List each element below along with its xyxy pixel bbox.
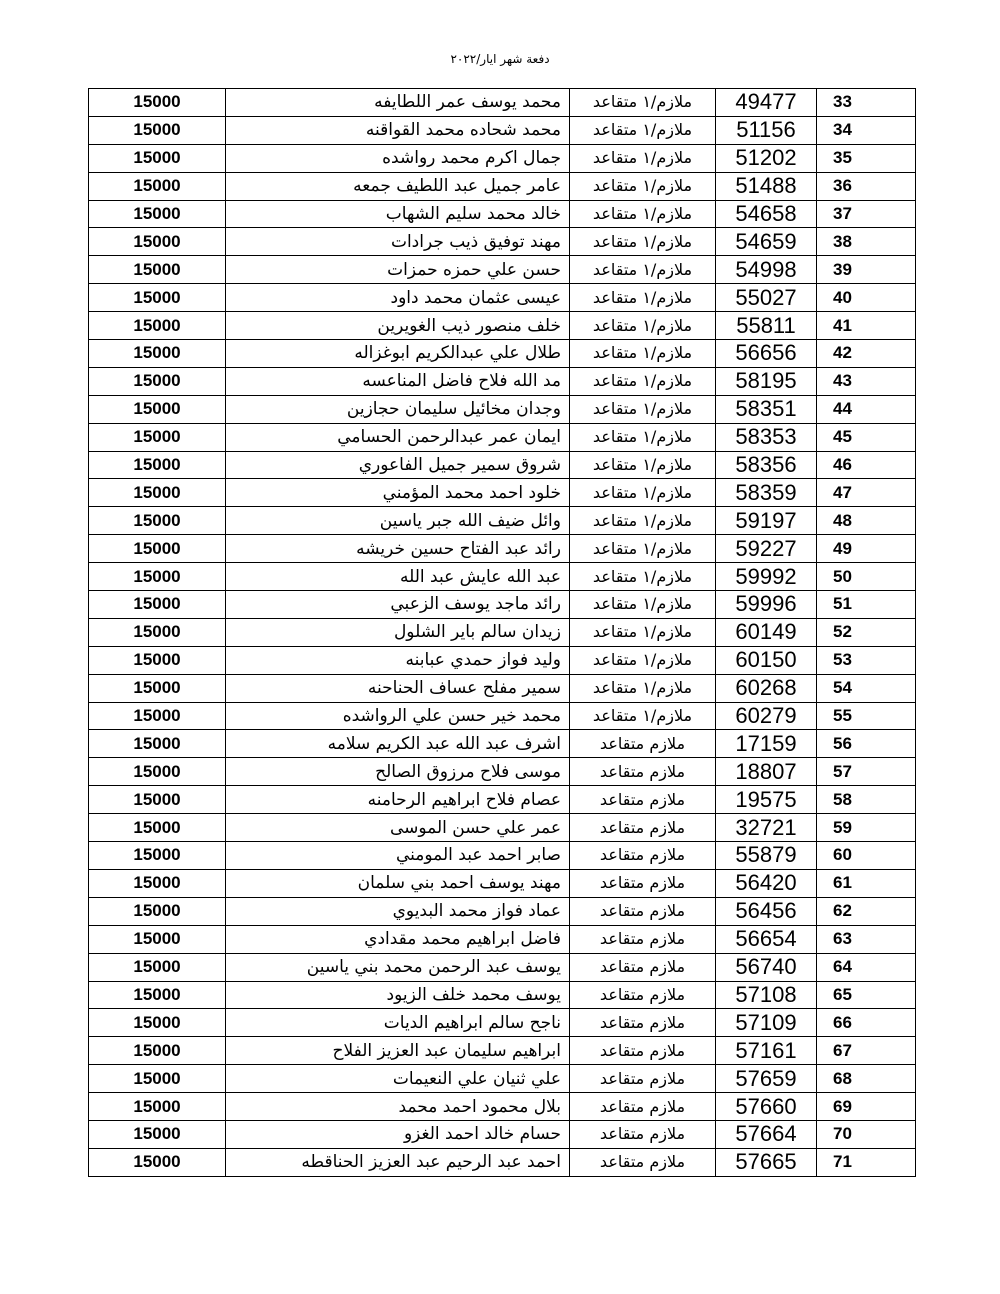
amount-cell: 15000: [89, 1148, 226, 1176]
rank-cell: ملازم/١ متقاعد: [570, 284, 716, 312]
amount-cell: 15000: [89, 228, 226, 256]
row-index: 71: [817, 1148, 916, 1176]
rank-cell: ملازم/١ متقاعد: [570, 200, 716, 228]
service-number: 57665: [716, 1148, 817, 1176]
amount-cell: 15000: [89, 1120, 226, 1148]
rank-cell: ملازم متقاعد: [570, 1120, 716, 1148]
service-number: 60149: [716, 618, 817, 646]
row-index: 33: [817, 89, 916, 117]
amount-cell: 15000: [89, 646, 226, 674]
row-index: 52: [817, 618, 916, 646]
row-index: 39: [817, 256, 916, 284]
service-number: 58195: [716, 367, 817, 395]
amount-cell: 15000: [89, 340, 226, 368]
table-row: [89, 1065, 916, 1093]
service-number: 54658: [716, 200, 817, 228]
row-index: 42: [817, 340, 916, 368]
row-index: 64: [817, 953, 916, 981]
amount-cell: 15000: [89, 563, 226, 591]
table-row: [89, 730, 916, 758]
table-row: [89, 284, 916, 312]
service-number: 32721: [716, 814, 817, 842]
person-name: وائل ضيف الله جبر ياسين: [226, 507, 570, 535]
rank-cell: ملازم/١ متقاعد: [570, 423, 716, 451]
row-index: 59: [817, 814, 916, 842]
rank-cell: ملازم/١ متقاعد: [570, 618, 716, 646]
rank-cell: ملازم متقاعد: [570, 1009, 716, 1037]
row-index: 66: [817, 1009, 916, 1037]
rank-cell: ملازم متقاعد: [570, 786, 716, 814]
amount-cell: 15000: [89, 758, 226, 786]
service-number: 57161: [716, 1037, 817, 1065]
amount-cell: 15000: [89, 451, 226, 479]
table-row: [89, 200, 916, 228]
row-index: 54: [817, 674, 916, 702]
table-row: [89, 925, 916, 953]
row-index: 70: [817, 1120, 916, 1148]
service-number: 57659: [716, 1065, 817, 1093]
row-index: 57: [817, 758, 916, 786]
person-name: عمر علي حسن الموسى: [226, 814, 570, 842]
row-index: 45: [817, 423, 916, 451]
service-number: 57108: [716, 981, 817, 1009]
rank-cell: ملازم/١ متقاعد: [570, 89, 716, 117]
rank-cell: ملازم/١ متقاعد: [570, 646, 716, 674]
service-number: 55879: [716, 842, 817, 870]
amount-cell: 15000: [89, 144, 226, 172]
row-index: 53: [817, 646, 916, 674]
person-name: خلود احمد محمد المؤمني: [226, 479, 570, 507]
rank-cell: ملازم متقاعد: [570, 925, 716, 953]
rank-cell: ملازم/١ متقاعد: [570, 256, 716, 284]
service-number: 19575: [716, 786, 817, 814]
rank-cell: ملازم متقاعد: [570, 869, 716, 897]
table-row: [89, 367, 916, 395]
service-number: 60150: [716, 646, 817, 674]
table-row: [89, 786, 916, 814]
service-number: 58351: [716, 395, 817, 423]
table-row: [89, 228, 916, 256]
row-index: 62: [817, 897, 916, 925]
table-row: [89, 312, 916, 340]
table-row: [89, 953, 916, 981]
service-number: 59227: [716, 535, 817, 563]
rank-cell: ملازم/١ متقاعد: [570, 312, 716, 340]
amount-cell: 15000: [89, 981, 226, 1009]
rank-cell: ملازم/١ متقاعد: [570, 702, 716, 730]
person-name: يوسف عبد الرحمن محمد بني ياسين: [226, 953, 570, 981]
service-number: 57109: [716, 1009, 817, 1037]
table-row: [89, 395, 916, 423]
table-row: [89, 758, 916, 786]
person-name: محمد خير حسن علي الرواشده: [226, 702, 570, 730]
service-number: 59992: [716, 563, 817, 591]
amount-cell: 15000: [89, 200, 226, 228]
person-name: عبد الله عايش عبد الله: [226, 563, 570, 591]
amount-cell: 15000: [89, 535, 226, 563]
row-index: 68: [817, 1065, 916, 1093]
amount-cell: 15000: [89, 730, 226, 758]
person-name: حسام خالد احمد الغزو: [226, 1120, 570, 1148]
service-number: 56656: [716, 340, 817, 368]
amount-cell: 15000: [89, 1037, 226, 1065]
person-name: حسن علي حمزه حمزات: [226, 256, 570, 284]
table-row: [89, 256, 916, 284]
amount-cell: 15000: [89, 116, 226, 144]
rank-cell: ملازم/١ متقاعد: [570, 395, 716, 423]
row-index: 37: [817, 200, 916, 228]
amount-cell: 15000: [89, 395, 226, 423]
service-number: 55811: [716, 312, 817, 340]
amount-cell: 15000: [89, 869, 226, 897]
service-number: 17159: [716, 730, 817, 758]
amount-cell: 15000: [89, 953, 226, 981]
amount-cell: 15000: [89, 1009, 226, 1037]
row-index: 46: [817, 451, 916, 479]
table-row: [89, 591, 916, 619]
person-name: سمير مفلح عساف الحناحنه: [226, 674, 570, 702]
amount-cell: 15000: [89, 591, 226, 619]
person-name: محمد يوسف عمر اللطايفه: [226, 89, 570, 117]
service-number: 56654: [716, 925, 817, 953]
rank-cell: ملازم متقاعد: [570, 814, 716, 842]
table-row: [89, 1009, 916, 1037]
rank-cell: ملازم متقاعد: [570, 953, 716, 981]
person-name: شروق سمير جميل الفاعوري: [226, 451, 570, 479]
table-row: [89, 144, 916, 172]
rank-cell: ملازم/١ متقاعد: [570, 563, 716, 591]
amount-cell: 15000: [89, 618, 226, 646]
amount-cell: 15000: [89, 507, 226, 535]
amount-cell: 15000: [89, 925, 226, 953]
row-index: 38: [817, 228, 916, 256]
rank-cell: ملازم/١ متقاعد: [570, 144, 716, 172]
amount-cell: 15000: [89, 367, 226, 395]
table-row: [89, 89, 916, 117]
table-row: [89, 981, 916, 1009]
amount-cell: 15000: [89, 284, 226, 312]
rank-cell: ملازم متقاعد: [570, 1148, 716, 1176]
table-row: [89, 1148, 916, 1176]
rank-cell: ملازم متقاعد: [570, 897, 716, 925]
table-row: [89, 535, 916, 563]
table-row: [89, 1120, 916, 1148]
table-row: [89, 618, 916, 646]
row-index: 41: [817, 312, 916, 340]
row-index: 48: [817, 507, 916, 535]
table-row: [89, 479, 916, 507]
person-name: طلال علي عبدالكريم ابوغزاله: [226, 340, 570, 368]
person-name: ابراهيم سليمان عبد العزيز الفلاح: [226, 1037, 570, 1065]
row-index: 40: [817, 284, 916, 312]
row-index: 65: [817, 981, 916, 1009]
service-number: 56740: [716, 953, 817, 981]
service-number: 51156: [716, 116, 817, 144]
amount-cell: 15000: [89, 814, 226, 842]
amount-cell: 15000: [89, 479, 226, 507]
person-name: احمد عبد الرحيم عبد العزيز الحناقطه: [226, 1148, 570, 1176]
rank-cell: ملازم متقاعد: [570, 730, 716, 758]
row-index: 56: [817, 730, 916, 758]
rank-cell: ملازم/١ متقاعد: [570, 479, 716, 507]
table-row: [89, 674, 916, 702]
person-name: زيدان سالم باير الشلول: [226, 618, 570, 646]
row-index: 49: [817, 535, 916, 563]
table-row: [89, 451, 916, 479]
service-number: 54659: [716, 228, 817, 256]
service-number: 51202: [716, 144, 817, 172]
row-index: 63: [817, 925, 916, 953]
service-number: 51488: [716, 172, 817, 200]
person-name: صابر احمد عبد المومني: [226, 842, 570, 870]
amount-cell: 15000: [89, 786, 226, 814]
service-number: 57660: [716, 1093, 817, 1121]
service-number: 56456: [716, 897, 817, 925]
rank-cell: ملازم متقاعد: [570, 1037, 716, 1065]
person-name: رائد ماجد يوسف الزعبي: [226, 591, 570, 619]
person-name: خلف منصور ذيب الغويرين: [226, 312, 570, 340]
rank-cell: ملازم متقاعد: [570, 981, 716, 1009]
rank-cell: ملازم/١ متقاعد: [570, 228, 716, 256]
person-name: مهند توفيق ذيب جرادات: [226, 228, 570, 256]
row-index: 55: [817, 702, 916, 730]
row-index: 47: [817, 479, 916, 507]
service-number: 59197: [716, 507, 817, 535]
person-name: جمال اكرم محمد رواشده: [226, 144, 570, 172]
person-name: عماد فواز محمد البديوي: [226, 897, 570, 925]
service-number: 58356: [716, 451, 817, 479]
person-name: وجدان مخائيل سليمان حجازين: [226, 395, 570, 423]
rank-cell: ملازم/١ متقاعد: [570, 451, 716, 479]
amount-cell: 15000: [89, 702, 226, 730]
row-index: 43: [817, 367, 916, 395]
rank-cell: ملازم/١ متقاعد: [570, 367, 716, 395]
table-row: [89, 116, 916, 144]
table-row: [89, 702, 916, 730]
table-row: [89, 1093, 916, 1121]
row-index: 61: [817, 869, 916, 897]
amount-cell: 15000: [89, 89, 226, 117]
amount-cell: 15000: [89, 172, 226, 200]
person-name: مهند يوسف احمد بني سلمان: [226, 869, 570, 897]
rank-cell: ملازم متقاعد: [570, 842, 716, 870]
service-number: 54998: [716, 256, 817, 284]
table-row: [89, 423, 916, 451]
table-row: [89, 814, 916, 842]
table-row: [89, 507, 916, 535]
service-number: 60268: [716, 674, 817, 702]
person-name: ناجح سالم ابراهيم الديات: [226, 1009, 570, 1037]
person-name: بلال محمود احمد محمد: [226, 1093, 570, 1121]
rank-cell: ملازم/١ متقاعد: [570, 591, 716, 619]
person-name: محمد شحاده محمد القواقنه: [226, 116, 570, 144]
row-index: 60: [817, 842, 916, 870]
page-title: دفعة شهر ايار/٢٠٢٢: [450, 52, 550, 66]
person-name: فاضل ابراهيم محمد مقدادي: [226, 925, 570, 953]
table-row: [89, 897, 916, 925]
rank-cell: ملازم/١ متقاعد: [570, 507, 716, 535]
rank-cell: ملازم/١ متقاعد: [570, 340, 716, 368]
service-number: 60279: [716, 702, 817, 730]
row-index: 51: [817, 591, 916, 619]
service-number: 58359: [716, 479, 817, 507]
row-index: 34: [817, 116, 916, 144]
person-name: عصام فلاح ابراهيم الرحامنه: [226, 786, 570, 814]
table-row: [89, 646, 916, 674]
rank-cell: ملازم متقاعد: [570, 1065, 716, 1093]
rank-cell: ملازم/١ متقاعد: [570, 172, 716, 200]
service-number: 58353: [716, 423, 817, 451]
service-number: 55027: [716, 284, 817, 312]
service-number: 49477: [716, 89, 817, 117]
person-name: اشرف عبد الله عبد الكريم سلامه: [226, 730, 570, 758]
table-row: [89, 1037, 916, 1065]
amount-cell: 15000: [89, 423, 226, 451]
rank-cell: ملازم متقاعد: [570, 1093, 716, 1121]
amount-cell: 15000: [89, 842, 226, 870]
person-name: وليد فواز حمدي عبابنه: [226, 646, 570, 674]
row-index: 44: [817, 395, 916, 423]
table-row: [89, 172, 916, 200]
row-index: 50: [817, 563, 916, 591]
service-number: 59996: [716, 591, 817, 619]
person-name: عامر جميل عبد اللطيف جمعه: [226, 172, 570, 200]
person-name: ايمان عمر عبدالرحمن الحسامي: [226, 423, 570, 451]
rank-cell: ملازم/١ متقاعد: [570, 674, 716, 702]
amount-cell: 15000: [89, 312, 226, 340]
table-row: [89, 869, 916, 897]
amount-cell: 15000: [89, 674, 226, 702]
payment-table: [88, 88, 916, 1177]
person-name: يوسف محمد خلف الزيود: [226, 981, 570, 1009]
amount-cell: 15000: [89, 897, 226, 925]
amount-cell: 15000: [89, 256, 226, 284]
amount-cell: 15000: [89, 1093, 226, 1121]
row-index: 58: [817, 786, 916, 814]
service-number: 56420: [716, 869, 817, 897]
person-name: علي ثنيان علي النعيمات: [226, 1065, 570, 1093]
person-name: رائد عبد الفتاح حسين خريشه: [226, 535, 570, 563]
table-row: [89, 563, 916, 591]
table-row: [89, 340, 916, 368]
service-number: 57664: [716, 1120, 817, 1148]
row-index: 69: [817, 1093, 916, 1121]
row-index: 67: [817, 1037, 916, 1065]
row-index: 36: [817, 172, 916, 200]
person-name: موسى فلاح مرزوق الصالح: [226, 758, 570, 786]
rank-cell: ملازم/١ متقاعد: [570, 116, 716, 144]
rank-cell: ملازم متقاعد: [570, 758, 716, 786]
row-index: 35: [817, 144, 916, 172]
rank-cell: ملازم/١ متقاعد: [570, 535, 716, 563]
service-number: 18807: [716, 758, 817, 786]
amount-cell: 15000: [89, 1065, 226, 1093]
table-row: [89, 842, 916, 870]
person-name: خالد محمد سليم الشهاب: [226, 200, 570, 228]
person-name: مد الله فلاح فاضل المناعسه: [226, 367, 570, 395]
person-name: عيسى عثمان محمد داود: [226, 284, 570, 312]
payment-table-body: [89, 89, 916, 1177]
